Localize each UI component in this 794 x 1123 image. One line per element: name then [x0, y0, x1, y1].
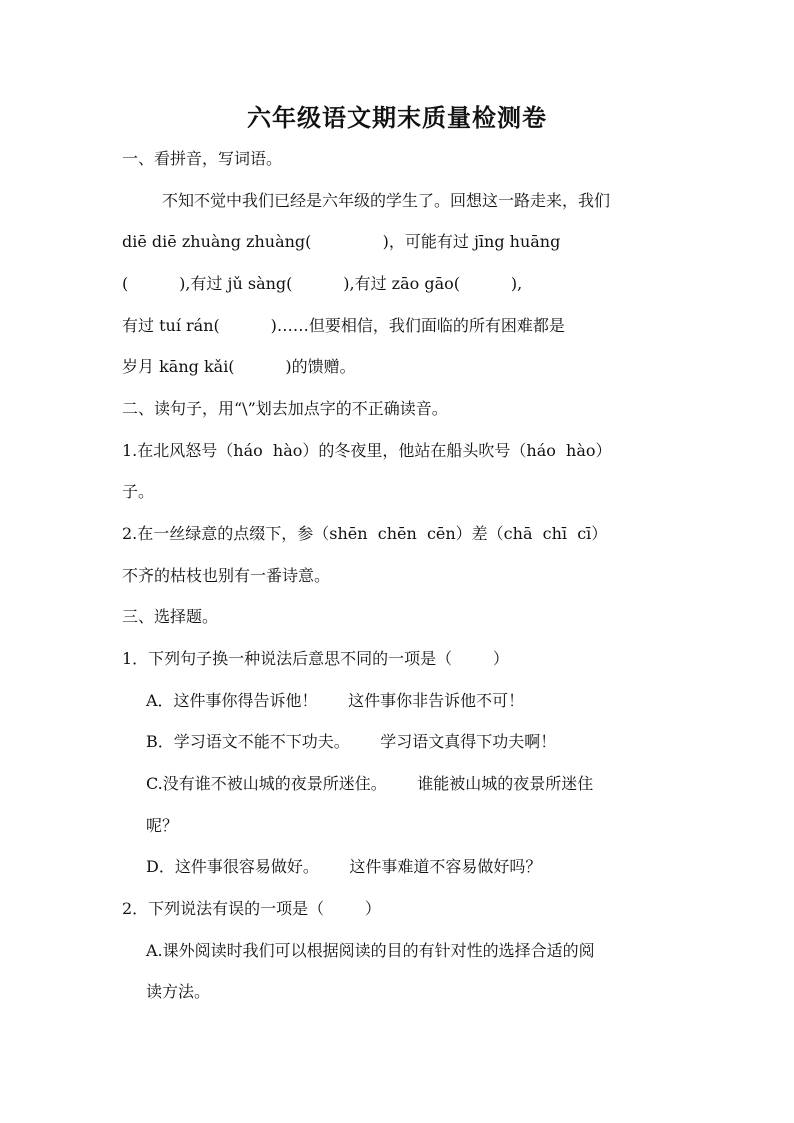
option-line: 读方法。 [146, 982, 211, 1001]
text-line: 2.在一丝绿意的点缀下，参（shēn chēn cēn）差（chā chī cī） [122, 524, 608, 543]
section-heading-reading: 二、读句子，用“\”划去加点字的不正确读音。 [122, 399, 448, 418]
option-line: C.没有谁不被山城的夜景所迷住。 谁能被山城的夜景所迷住 [146, 774, 594, 793]
option-line: A.课外阅读时我们可以根据阅读的目的有针对性的选择合适的阅 [146, 941, 595, 960]
question-stem: 1．下列句子换一种说法后意思不同的一项是（ ） [122, 649, 509, 668]
text-line: 有过 tuí rán( )……但要相信，我们面临的所有困难都是 [122, 316, 565, 335]
option-line: A．这件事你得告诉他！ 这件事你非告诉他不可！ [146, 691, 525, 710]
question-stem: 2．下列说法有误的一项是（ ） [122, 899, 381, 918]
section-heading-pinyin: 一、看拼音，写词语。 [122, 149, 283, 168]
text-line: 子。 [122, 482, 155, 501]
text-line: ( ),有过 jǔ sàng( ),有过 zāo gāo( ), [122, 274, 523, 293]
text-line: 不知不觉中我们已经是六年级的学生了。回想这一路走来，我们 [162, 191, 611, 210]
option-line: B．学习语文不能不下功夫。 学习语文真得下功夫啊！ [146, 732, 557, 751]
section-heading-choice: 三、选择题。 [122, 607, 219, 626]
text-line: diē diē zhuàng zhuàng( )，可能有过 jīng huāng [122, 232, 561, 251]
text-line: 岁月 kāng kǎi( )的馈赠。 [122, 357, 356, 376]
option-line: D．这件事很容易做好。 这件事难道不容易做好吗？ [146, 857, 542, 876]
text-line: 1.在北风怒号（háo hào）的冬夜里，他站在船头吹号（háo hào） [122, 441, 612, 460]
option-line: 呢？ [146, 816, 179, 835]
page-title: 六年级语文期末质量检测卷 [247, 103, 547, 132]
text-line: 不齐的枯枝也别有一番诗意。 [122, 566, 331, 585]
